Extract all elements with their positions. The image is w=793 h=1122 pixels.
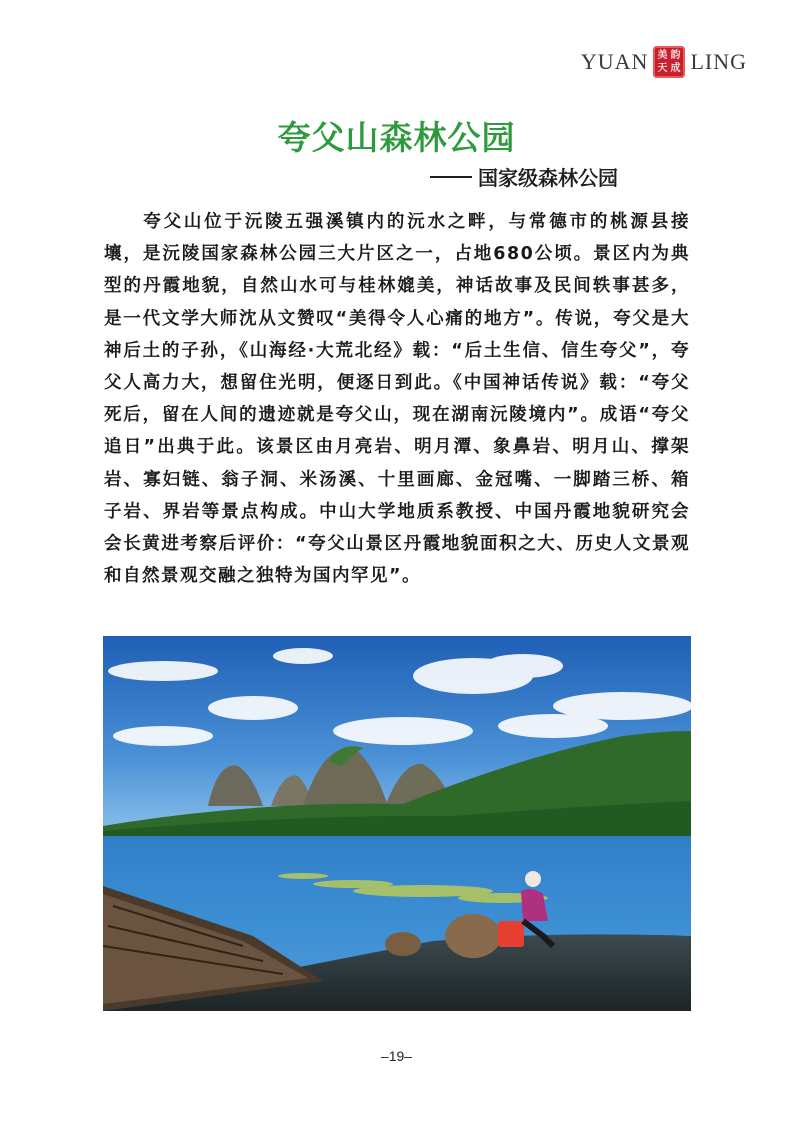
brand-right-text: LING bbox=[690, 49, 747, 74]
brand-left-text: YUAN bbox=[580, 49, 649, 74]
article-body bbox=[104, 206, 690, 592]
seal-char: 美 bbox=[657, 50, 669, 61]
landscape-photo-svg bbox=[103, 636, 691, 1011]
seal-logo-icon bbox=[653, 46, 685, 78]
page-number: –19– bbox=[380, 1048, 413, 1064]
page-subtitle bbox=[430, 162, 618, 191]
article-paragraph: 夸父山位于沅陵五强溪镇内的沅水之畔，与常德市的桃源县接壤，是沅陵国家森林公园三大片区之一，占地680公顷。景区内为典型的丹霞地貌，自然山水可与桂林媲美，神话故事及民间轶事甚多，是一代文学大师沈从文赞叹“美得令人心痛的地方”。传说，夸父是大神后土的子孙，《山海经·大荒北经》载：“后土生信、信生夸父”，夸父人高力大，想留住光明，便逐日到此。《中国神话传说》载：“夸父死后，留在人间的遗迹就是夸父山，现在湖南沅陵境内”。成语“夸父追日”出典于此。该景区由月亮岩、明月潭、象鼻岩、明月山、撑架岩、寡妇链、翁子洞、米汤溪、十里画廊、金冠嘴、一脚踏三桥、箱子岩、界岩等景点构成。中山大学地质系教授、中国丹霞地貌研究会会长黄进考察后评价：“夸父山景区丹霞地貌面积之大、历史人文景观和自然景观交融之独特为国内罕见”。 bbox=[104, 212, 690, 587]
subtitle-text: 国家级森林公园 bbox=[478, 166, 618, 190]
subtitle-dash bbox=[430, 176, 472, 178]
landscape-photo bbox=[103, 636, 691, 1011]
seal-char: 天 bbox=[657, 63, 669, 74]
page-title: 夸父山森林公园 bbox=[277, 118, 516, 157]
seal-char: 韵 bbox=[670, 50, 682, 61]
header-brand bbox=[581, 46, 747, 78]
seal-char: 成 bbox=[670, 63, 682, 74]
